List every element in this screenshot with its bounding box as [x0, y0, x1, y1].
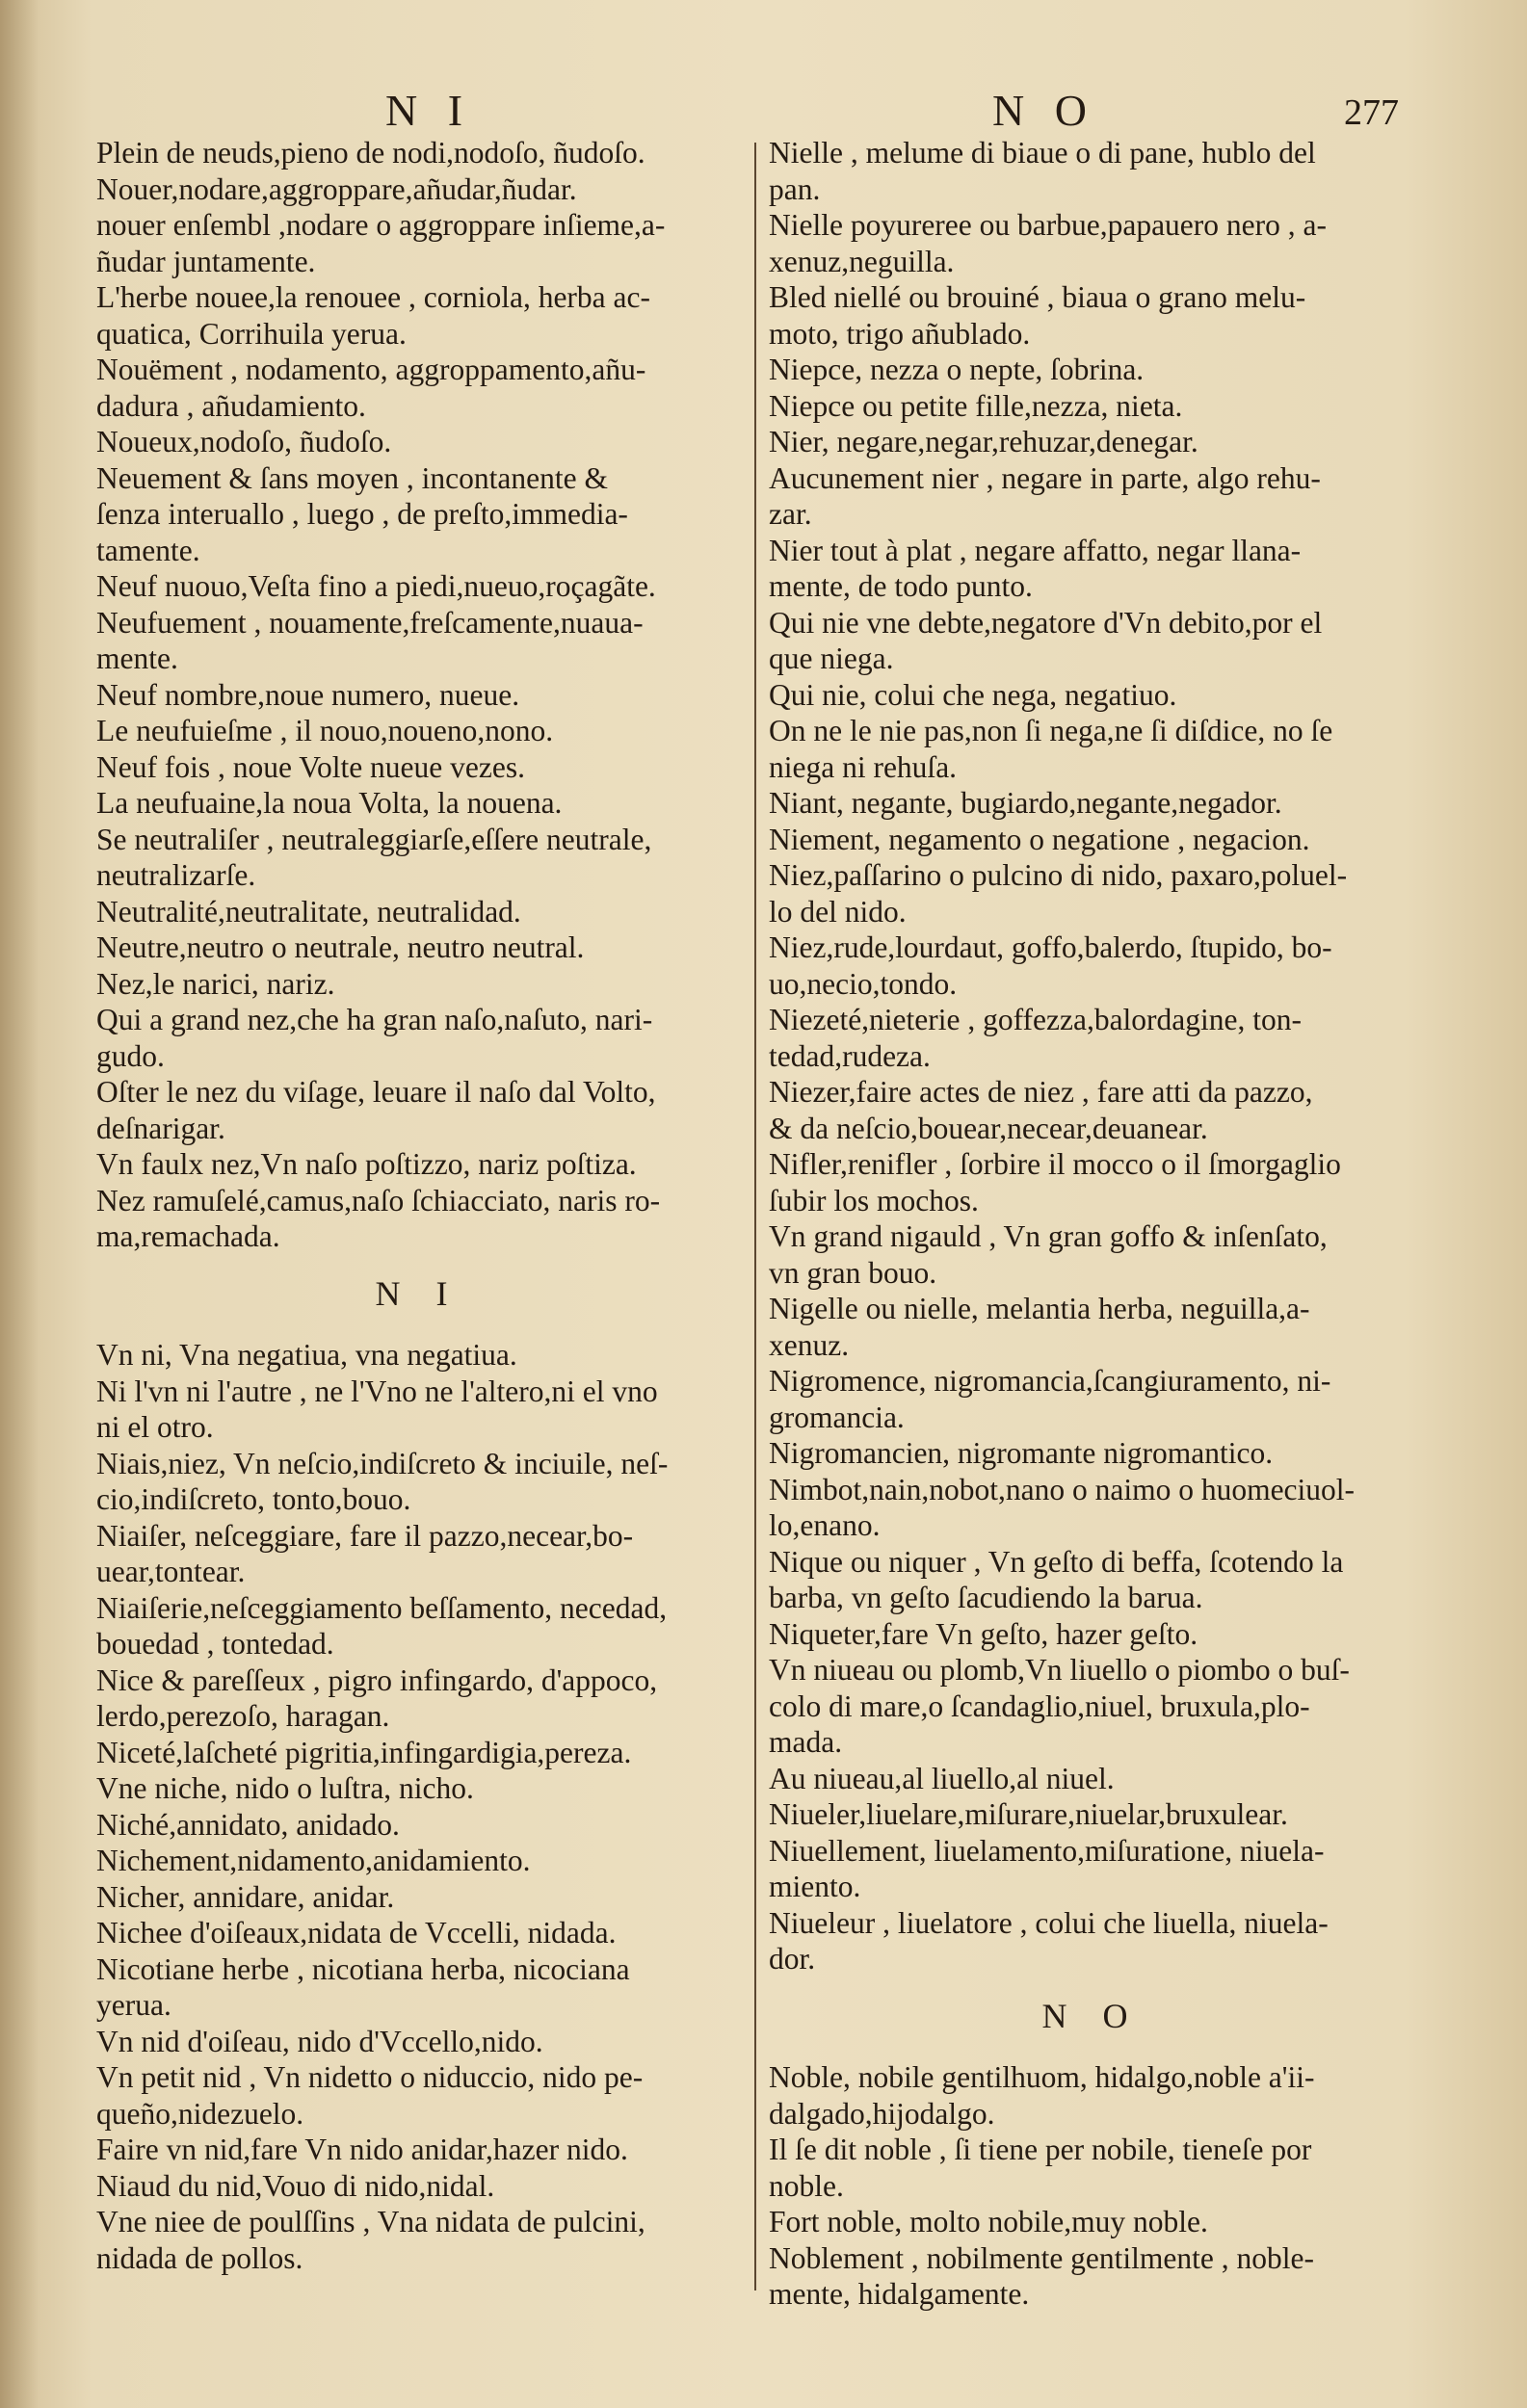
entry-line: Vn ni, Vna negatiua, vna negatiua.: [96, 1338, 517, 1372]
dictionary-entry: [769, 1218, 1414, 1291]
entry-line: cio,indiſcreto, tonto,bouo.: [96, 1482, 411, 1516]
dictionary-entry: [96, 1735, 740, 1771]
entry-line: gudo.: [96, 1038, 165, 1073]
entry-line: Niqueter,fare Vn geſto, hazer geſto.: [769, 1616, 1198, 1651]
entry-line: Niaud du nid,Vouo di nido,nidal.: [96, 2168, 495, 2203]
entry-line: Nichement,nidamento,anidamiento.: [96, 1844, 531, 1877]
entry-line: Faire vn nid,fare Vn nido anidar,hazer nido.: [96, 2133, 628, 2166]
dictionary-entry: [96, 1915, 740, 1951]
section-heading-no: N O: [1041, 1996, 1142, 2035]
entry-line: ni el otro.: [96, 1410, 214, 1444]
entry-line: gromancia.: [769, 1400, 905, 1434]
dictionary-entry: [769, 1002, 1414, 1074]
entry-line: colo di mare,o ſcandaglio,niuel, bruxula,plo-: [769, 1688, 1310, 1723]
column-divider: [754, 143, 756, 2290]
entry-line: Aucunement nier , negare in parte, algo rehu-: [769, 460, 1321, 495]
entry-line: Noblement , nobilmente gentilmente , noble-: [769, 2240, 1314, 2275]
dictionary-entry: [96, 1770, 740, 1807]
dictionary-entry: [96, 1843, 740, 1879]
entry-line: Nier, negare,negar,rehuzar,denegar.: [769, 425, 1198, 458]
entry-line: deſnarigar.: [96, 1111, 225, 1145]
entry-line: Vn faulx nez,Vn naſo poſtizzo, nariz poſtiza.: [96, 1147, 637, 1181]
entry-line: miento.: [769, 1870, 861, 1903]
entry-line: Qui nie vne debte,negatore d'Vn debito,por el: [769, 605, 1323, 640]
entry-line: Nez,le narici, nariz.: [96, 966, 335, 1001]
left-column: [96, 135, 740, 2276]
dictionary-entry: [96, 929, 740, 966]
entry-line: pan.: [769, 171, 821, 206]
entry-line: Neutre,neutro o neutrale, neutro neutral.: [96, 930, 585, 964]
dictionary-entry: [769, 1905, 1414, 1977]
entry-line: Oſter le nez du viſage, leuare il naſo dal Volto,: [96, 1075, 656, 1109]
entry-line: Nice & pareſſeux , pigro infingardo, d'appoco,: [96, 1662, 658, 1697]
entry-line: Ni l'vn ni l'autre , ne l'Vno ne l'altero,ni el vno: [96, 1374, 658, 1408]
dictionary-entry: [769, 1652, 1414, 1761]
dictionary-entry: [769, 2132, 1414, 2204]
dictionary-entry: [769, 677, 1414, 714]
dictionary-entry: [96, 2168, 740, 2205]
dictionary-entry: [769, 1146, 1414, 1218]
dictionary-entry: [769, 1544, 1414, 1616]
dictionary-entry: [769, 822, 1414, 858]
dictionary-entry: [769, 713, 1414, 785]
entry-line: Niais,niez, Vn neſcio,indiſcreto & inciuile, neſ-: [96, 1446, 669, 1480]
entry-line: Nouëment , nodamento, aggroppamento,añu-: [96, 353, 646, 386]
entry-line: Neufuement , nouamente,freſcamente,nuaua-: [96, 605, 644, 640]
dictionary-entry: [769, 352, 1414, 388]
dictionary-entry: [96, 2132, 740, 2168]
entry-line: Niezer,faire actes de niez , fare atti da pazzo,: [769, 1075, 1313, 1109]
dictionary-entry: [769, 1616, 1414, 1653]
dictionary-entry: [769, 460, 1414, 533]
entry-line: Niuellement, liuelamento,miſuratione, niuela-: [769, 1833, 1325, 1868]
entry-line: quatica, Corrihuila yerua.: [96, 316, 407, 351]
entry-line: Vne niee de poulſſins , Vna nidata de pulcini,: [96, 2205, 645, 2238]
entry-line: Qui a grand nez,che ha gran naſo,naſuto, nari-: [96, 1003, 653, 1036]
entry-line: xenuz.: [769, 1327, 850, 1362]
dictionary-entry: [769, 1291, 1414, 1363]
dictionary-entry: [769, 1761, 1414, 1797]
dictionary-entry: [96, 352, 740, 424]
entry-line: nouer enſembl ,nodare o aggroppare inſieme,a-: [96, 208, 666, 242]
dictionary-entry: [769, 1435, 1414, 1472]
entry-line: Niepce ou petite fille,nezza, nieta.: [769, 388, 1183, 423]
right-column: [769, 135, 1414, 2313]
entry-line: barba, vn geſto ſacudiendo la barua.: [769, 1581, 1203, 1614]
dictionary-entry: [96, 2024, 740, 2060]
entry-line: ma,remachada.: [96, 1219, 280, 1253]
dictionary-entry: [96, 460, 740, 569]
entry-line: queño,nidezuelo.: [96, 2096, 304, 2131]
entry-line: Niez,paſſarino o pulcino di nido, paxaro,poluel-: [769, 858, 1348, 892]
entry-line: lerdo,perezoſo, haragan.: [96, 1699, 390, 1733]
entry-line: ſenza interuallo , luego , de preſto,immedia-: [96, 497, 628, 531]
right-entries-bottom: [769, 2059, 1414, 2313]
dictionary-entry: [769, 1363, 1414, 1435]
dictionary-entry: [96, 279, 740, 352]
dictionary-entry: [769, 388, 1414, 425]
entry-line: Noble, nobile gentilhuom, hidalgo,noble a'ii-: [769, 2060, 1315, 2094]
dictionary-entry: [769, 929, 1414, 1002]
entry-line: noble.: [769, 2168, 844, 2203]
dictionary-entry: [96, 424, 740, 460]
entry-line: Vn niueau ou plomb,Vn liuello o piombo o buſ-: [769, 1653, 1350, 1687]
dictionary-entry: [96, 2059, 740, 2132]
entry-line: Neuement & ſans moyen , incontanente &: [96, 460, 608, 495]
entry-line: Nielle poyureree ou barbue,papauero nero , a-: [769, 208, 1327, 242]
entry-line: Nique ou niquer , Vn geſto di beffa, ſcotendo la: [769, 1544, 1344, 1579]
dictionary-entry: [769, 1472, 1414, 1544]
dictionary-entry: [769, 1796, 1414, 1833]
entry-line: Neuf nuouo,Veſta fino a piedi,nueuo,roçagãte.: [96, 569, 656, 603]
entry-line: bouedad , tontedad.: [96, 1627, 334, 1661]
section-heading-ni: N I: [375, 1273, 461, 1313]
dictionary-entry: [96, 171, 740, 208]
dictionary-entry: [96, 135, 740, 171]
entry-line: Nichee d'oiſeaux,nidata de Vccelli, nidada.: [96, 1916, 617, 1950]
entry-line: Niaiſer, neſceggiare, fare il pazzo,necear,bo-: [96, 1518, 634, 1553]
entry-line: dor.: [769, 1942, 816, 1976]
entry-line: Niché,annidato, anidado.: [96, 1807, 400, 1842]
dictionary-entry: [96, 677, 740, 714]
entry-line: Au niueau,al liuello,al niuel.: [769, 1761, 1115, 1795]
dictionary-entry: [96, 1374, 740, 1446]
dictionary-entry: [96, 749, 740, 786]
entry-line: On ne le nie pas,non ſi nega,ne ſi diſdice, no ſe: [769, 714, 1333, 747]
entry-line: Niepce, nezza o nepte, ſobrina.: [769, 353, 1145, 386]
dictionary-entry: [769, 424, 1414, 460]
entry-line: Bled niellé ou brouiné , biaua o grano melu-: [769, 280, 1306, 314]
dictionary-entry: [96, 713, 740, 749]
entry-line: & da neſcio,bouear,necear,deuanear.: [769, 1111, 1208, 1145]
page-number: 277: [1344, 92, 1399, 133]
dictionary-entry: [769, 207, 1414, 279]
entry-line: Nier tout à plat , negare affatto, negar llana-: [769, 533, 1302, 567]
entry-line: Niueleur , liuelatore , colui che liuella, niuela-: [769, 1905, 1329, 1940]
entry-line: Niant, negante, bugiardo,negante,negador.: [769, 786, 1282, 820]
binding-shadow: [0, 0, 39, 2408]
entry-line: nidada de pollos.: [96, 2240, 303, 2275]
running-head-right: N O: [992, 86, 1096, 135]
dictionary-entry: [96, 1951, 740, 2024]
dictionary-entry: [96, 966, 740, 1003]
entry-line: Vne niche, nido o luſtra, nicho.: [96, 1771, 474, 1805]
entry-line: neutralizarſe.: [96, 858, 256, 892]
dictionary-entry: [96, 785, 740, 822]
entry-line: lo,enano.: [769, 1508, 881, 1542]
dictionary-entry: [769, 2204, 1414, 2240]
entry-line: Vn nid d'oiſeau, nido d'Vccello,nido.: [96, 2024, 543, 2058]
entry-line: Qui nie, colui che nega, negatiuo.: [769, 677, 1177, 712]
dictionary-entry: [769, 2059, 1414, 2132]
running-head-left: N I: [385, 86, 473, 135]
entry-line: Vn grand nigauld , Vn gran goffo & inſenſato,: [769, 1219, 1328, 1253]
entry-line: dadura , añudamiento.: [96, 388, 366, 423]
right-entries-top: [769, 135, 1414, 1977]
entry-line: tedad,rudeza.: [769, 1038, 931, 1073]
dictionary-entry: [769, 279, 1414, 352]
entry-line: zar.: [769, 497, 812, 531]
entry-line: vn gran bouo.: [769, 1255, 937, 1290]
entry-line: ſubir los mochos.: [769, 1183, 979, 1217]
dictionary-entry: [96, 1183, 740, 1255]
entry-line: Niueler,liuelare,miſurare,niuelar,bruxulear.: [769, 1797, 1288, 1831]
dictionary-entry: [96, 568, 740, 605]
entry-line: Neuf nombre,noue numero, nueue.: [96, 677, 520, 712]
dictionary-entry: [769, 1833, 1414, 1905]
entry-line: Nez ramuſelé,camus,naſo ſchiacciato, naris ro-: [96, 1183, 661, 1217]
entry-line: yerua.: [96, 1988, 171, 2022]
dictionary-entry: [96, 1807, 740, 1844]
entry-line: Nielle , melume di biaue o di pane, hublo del: [769, 136, 1316, 170]
entry-line: mente.: [96, 641, 178, 675]
entry-line: Nicher, annidare, anidar.: [96, 1879, 395, 1914]
entry-line: ñudar juntamente.: [96, 244, 316, 278]
entry-line: Il ſe dit noble , ſi tiene per nobile, tieneſe por: [769, 2133, 1312, 2166]
entry-line: Nimbot,nain,nobot,nano o naimo o huomeciuol-: [769, 1472, 1356, 1506]
dictionary-entry: [96, 1662, 740, 1735]
entry-line: Neutralité,neutralitate, neutralidad.: [96, 894, 521, 929]
entry-line: Nifler,renifler , ſorbire il mocco o il ſmorgaglio: [769, 1147, 1341, 1181]
left-entries-top: [96, 135, 740, 1255]
entry-line: Nigromancien, nigromante nigromantico.: [769, 1436, 1274, 1470]
entry-line: Neuf fois , noue Volte nueue vezes.: [96, 749, 525, 784]
dictionary-entry: [96, 207, 740, 279]
entry-line: tamente.: [96, 533, 200, 567]
entry-line: mente, de todo punto.: [769, 569, 1033, 603]
entry-line: Nigromence, nigromancia,ſcangiuramento, ni-: [769, 1364, 1331, 1398]
entry-line: uo,necio,tondo.: [769, 966, 958, 1001]
dictionary-entry: [96, 1446, 740, 1518]
entry-line: La neufuaine,la noua Volta, la nouena.: [96, 786, 563, 820]
entry-line: Fort noble, molto nobile,muy noble.: [769, 2205, 1208, 2238]
dictionary-entry: [96, 894, 740, 930]
entry-line: mente, hidalgamente.: [769, 2277, 1030, 2311]
left-entries-bottom: [96, 1337, 740, 2276]
dictionary-entry: [769, 605, 1414, 677]
dictionary-entry: [96, 2204, 740, 2276]
dictionary-entry: [769, 135, 1414, 207]
entry-line: Le neufuieſme , il nouo,noueno,nono.: [96, 714, 554, 747]
dictionary-entry: [96, 822, 740, 894]
entry-line: Nigelle ou nielle, melantia herba, neguilla,a-: [769, 1292, 1310, 1325]
entry-line: Noueux,nodoſo, ñudoſo.: [96, 425, 392, 458]
dictionary-entry: [96, 1074, 740, 1146]
entry-line: niega ni rehuſa.: [769, 749, 958, 784]
dictionary-entry: [96, 605, 740, 677]
dictionary-entry: [96, 1518, 740, 1590]
entry-line: que niega.: [769, 641, 894, 675]
entry-line: mada.: [769, 1725, 843, 1759]
entry-line: xenuz,neguilla.: [769, 244, 955, 278]
dictionary-entry: [769, 785, 1414, 822]
dictionary-entry: [96, 1146, 740, 1183]
entry-line: Se neutraliſer , neutraleggiarſe,eſſere neutrale,: [96, 822, 652, 856]
entry-line: dalgado,hijodalgo.: [769, 2096, 995, 2131]
entry-line: moto, trigo añublado.: [769, 316, 1031, 351]
dictionary-entry: [769, 533, 1414, 605]
entry-line: lo del nido.: [769, 894, 907, 929]
entry-line: Niez,rude,lourdaut, goffo,balerdo, ſtupido, bo-: [769, 930, 1332, 964]
dictionary-entry: [769, 857, 1414, 929]
entry-line: Plein de neuds,pieno de nodi,nodoſo, ñudoſo.: [96, 136, 645, 170]
entry-line: Nicotiane herbe , nicotiana herba, nicociana: [96, 1951, 630, 1986]
entry-line: L'herbe nouee,la renouee , corniola, herba ac-: [96, 280, 650, 314]
entry-line: Niement, negamento o negatione , negacion.: [769, 822, 1310, 856]
entry-line: uear,tontear.: [96, 1555, 246, 1588]
entry-line: Nouer,nodare,aggroppare,añudar,ñudar.: [96, 171, 577, 206]
entry-line: Niceté,laſcheté pigritia,infingardigia,pereza.: [96, 1735, 632, 1769]
dictionary-entry: [96, 1002, 740, 1074]
dictionary-entry: [96, 1879, 740, 1916]
entry-line: Vn petit nid , Vn nidetto o niduccio, nido pe-: [96, 2060, 644, 2094]
dictionary-entry: [769, 2240, 1414, 2313]
dictionary-entry: [96, 1590, 740, 1662]
dictionary-entry: [96, 1337, 740, 1374]
dictionary-entry: [769, 1074, 1414, 1146]
entry-line: Niezeté,nieterie , goffezza,balordagine, ton-: [769, 1003, 1303, 1036]
entry-line: Niaiſerie,neſceggiamento beſſamento, necedad,: [96, 1590, 668, 1625]
